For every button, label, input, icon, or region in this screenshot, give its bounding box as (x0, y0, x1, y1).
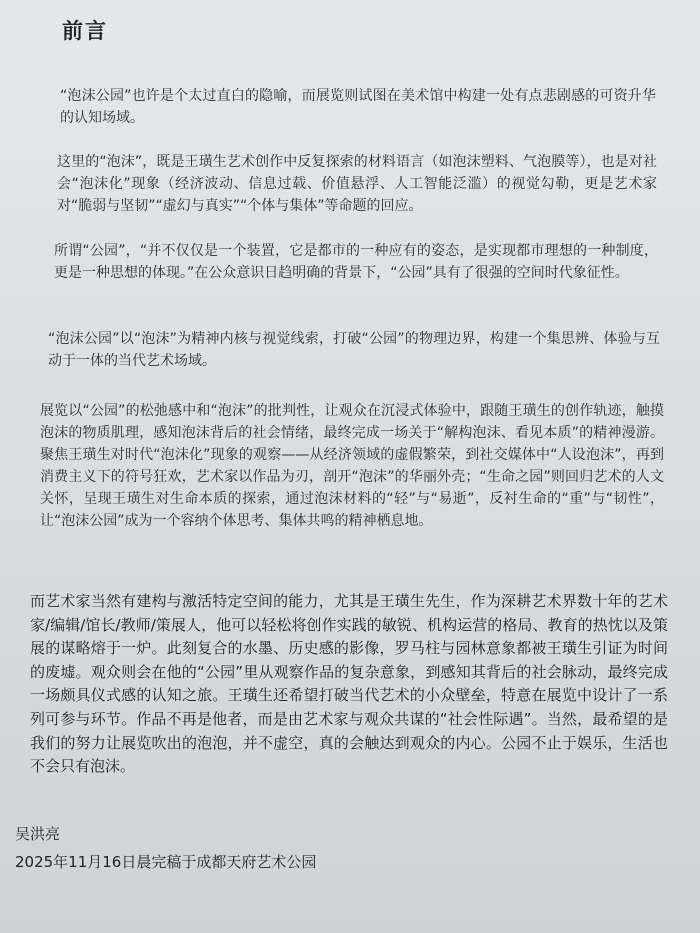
paragraph-6: 而艺术家当然有建构与激活特定空间的能力，尤其是王璜生先生，作为深耕艺术界数十年的艺术家/编辑/馆长/教师/策展人，他可以轻松将创作实践的敏锐、机构运营的格局、教育的热忱以及策展的谋略熔于一炉。此刻复合的水墨、历史感的影像，罗马柱与园林意象都被王璜生引证为时间的废墟。观众则会在他的“公园”里从观察作品的复杂意象，到感知其背后的社会脉动，最终完成一场颇具仪式感的认知之旅。王璜生还希望打破当代艺术的小众壁垒，特意在展览中设计了一系列可参与环节。作品不再是他者，而是由艺术家与观众共谋的“社会性际遇”。当然，最希望的是我们的努力让展览吹出的泡泡，并不虚空，真的会触达到观众的内心。公园不止于娱乐，生活也不会只有泡沫。 (30, 592, 668, 776)
author-name: 吴洪亮 (15, 825, 61, 843)
paragraph-5: 展览以“公园”的松弛感中和“泡沫”的批判性，让观众在沉浸式体验中，跟随王璜生的创作轨迹，触摸泡沫的物质肌理，感知泡沫背后的社会情绪，最终完成一场关于“解构泡沫、看见本质”的精神漫游。聚焦王璜生对时代“泡沫化”现象的观察——从经济领域的虚假繁荣，到社交媒体中“人设泡沫”，再到消费主义下的符号狂欢，艺术家以作品为刃，剖开“泡沫”的华丽外壳；“生命之园”则回归艺术的人文关怀，呈现王璜生对生命本质的探索，通过泡沫材料的“轻”与“易逝”，反衬生命的“重”与“韧性”，让“泡沫公园”成为一个容纳个体思考、集体共鸣的精神栖息地。 (40, 403, 664, 529)
signature-block (15, 820, 316, 876)
date-line: 2025年11月16日晨完稿于成都天府艺术公园 (15, 853, 317, 871)
paragraph-4: “泡沫公园”以“泡沫”为精神内核与视觉线索，打破“公园”的物理边界，构建一个集思辨、体验与互动于一体的当代艺术场域。 (48, 331, 660, 369)
paragraph-2: 这里的“泡沫”，既是王璜生艺术创作中反复探索的材料语言（如泡沫塑料、气泡膜等），也是对社会“泡沫化”现象（经济波动、信息过载、价值悬浮、人工智能泛滥）的视觉勾勒，更是艺术家对“脆弱与坚韧”“虚幻与真实”“个体与集体”等命题的回应。 (57, 154, 657, 214)
paragraph-3: 所谓“公园”，“并不仅仅是一个装置，它是都市的一种应有的姿态，是实现都市理想的一种制度，更是一种思想的体现。”在公众意识日趋明确的背景下，“公园”具有了很强的空间时代象征性。 (54, 243, 658, 281)
page-title: 前言 (62, 19, 108, 43)
paragraph-1: “泡沫公园”也许是个太过直白的隐喻，而展览则试图在美术馆中构建一处有点悲剧感的可资升华的认知场域。 (60, 88, 656, 126)
